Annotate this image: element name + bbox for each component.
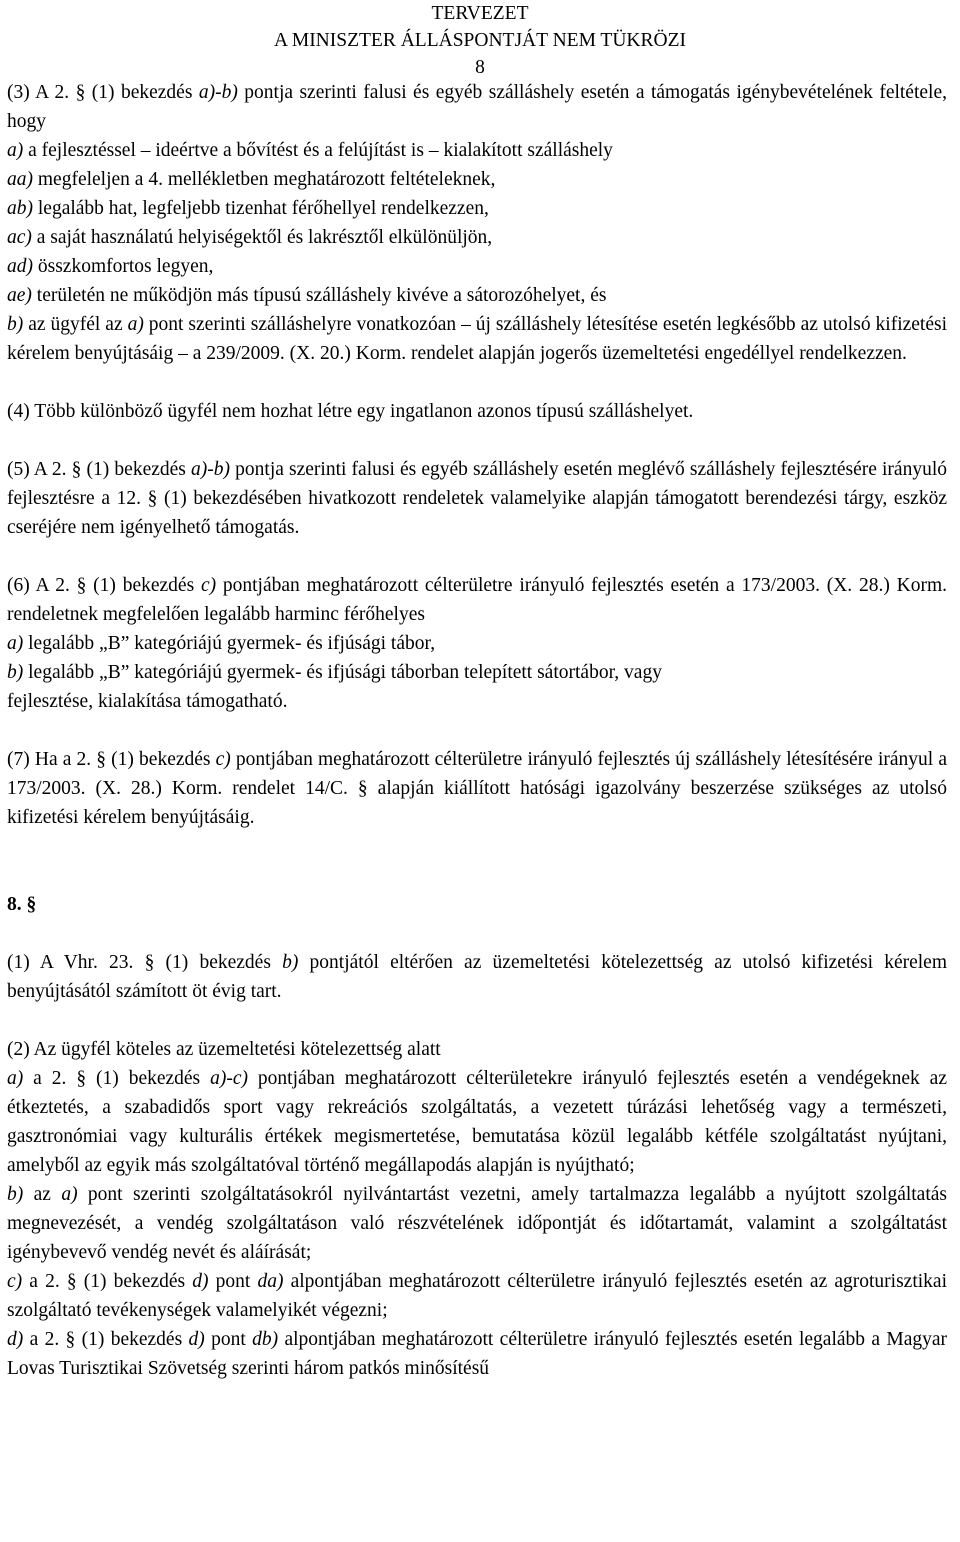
section-heading: 8. §: [7, 894, 37, 915]
paragraph-6-item-b: b) legalább „B” kategóriájú gyermek- és ifjúsági táborban telepített sátortábor, vagy: [7, 662, 662, 683]
paragraph-3-intro: (3) A 2. § (1) bekezdés a)-b) pontja szerinti falusi és egyéb szálláshely esetén a támogatás igénybevételének feltétele, hogy: [7, 82, 947, 132]
section-8-paragraph-1: (1) A Vhr. 23. § (1) bekezdés b) pontjától eltérően az üzemeltetési kötelezettség az utolsó kifizetési kérelem benyújtásától számított öt évig tart.: [7, 952, 947, 1002]
paragraph-3-item-b: b) az ügyfél az a) pont szerinti szálláshelyre vonatkozóan – új szálláshely létesítése esetén legkésőbb az utolsó kifizetési kérelem benyújtásáig – a 239/2009. (X. 20.) Korm. rendelet alapján jogerős üzemeltetési engedéllyel rendelkezzen.: [7, 314, 948, 364]
section-8-paragraph-2-item-b: b) az a) pont szerinti szolgáltatásokról nyilvántartást vezetni, amely tartalmazza legalább a nyújtott szolgáltatás megnevezését, a vendég szolgáltatáson való részvételének időpontját és időtartamát, valamint a szolgáltatást igénybevevő vendég nevét és aláírását;: [7, 1184, 948, 1263]
paragraph-3-item-ab: ab) legalább hat, legfeljebb tizenhat férőhellyel rendelkezzen,: [7, 198, 489, 219]
paragraph-5: (5) A 2. § (1) bekezdés a)-b) pontja szerinti falusi és egyéb szálláshely esetén meglévő szálláshely fejlesztésére irányuló fejlesztésre a 12. § (1) bekezdésében hivatkozott rendeletek valamelyike alapján támogatott berendezési tárgy, eszköz cseréjére nem igényelhető támogatás.: [7, 459, 948, 538]
paragraph-3-item-ad: ad) összkomfortos legyen,: [7, 256, 214, 277]
paragraph-3-item-ac: ac) a saját használatú helyiségektől és lakrésztől elkülönüljön,: [7, 227, 493, 248]
paragraph-3-item-ae: ae) területén ne működjön más típusú szálláshely kivéve a sátorozóhelyet, és: [7, 285, 607, 306]
section-8-paragraph-2-item-c: c) a 2. § (1) bekezdés d) pont da) alpontjában meghatározott célterületre irányuló fejlesztés esetén az agroturisztikai szolgáltató tevékenységek valamelyikét végezni;: [7, 1271, 947, 1321]
page-header: [0, 0, 960, 81]
paragraph-6-tail: fejlesztése, kialakítása támogatható.: [7, 691, 288, 712]
section-8-paragraph-2-item-a: a) a 2. § (1) bekezdés a)-c) pontjában meghatározott célterületekre irányuló fejlesztés esetén a vendégeknek az étkeztetés, a szabadidős sport vagy rekreációs szolgáltatás, a vezetett túrázási lehetőség vagy a természeti, gasztronómiai vagy kulturális értékek megismertetése, bemutatása közül legalább kétféle szolgáltatást nyújtani, amelyből az egyik más szolgáltatóval történő megállapodás alapján is nyújtható;: [7, 1068, 947, 1176]
paragraph-3-item-aa: aa) megfeleljen a 4. mellékletben meghatározott feltételeknek,: [7, 169, 496, 190]
paragraph-6-intro: (6) A 2. § (1) bekezdés c) pontjában meghatározott célterületre irányuló fejlesztés esetén a 173/2003. (X. 28.) Korm. rendeletnek megfelelően legalább harminc férőhelyes: [7, 575, 947, 625]
document-body: [7, 78, 947, 1383]
section-8-paragraph-2-intro: (2) Az ügyfél köteles az üzemeltetési kötelezettség alatt: [7, 1039, 441, 1060]
section-8-paragraph-2-item-d: d) a 2. § (1) bekezdés d) pont db) alpontjában meghatározott célterületre irányuló fejlesztés esetén legalább a Magyar Lovas Turisztikai Szövetség szerinti három patkós minősítésű: [7, 1329, 947, 1379]
paragraph-3-item-a: a) a fejlesztéssel – ideértve a bővítést és a felújítást is – kialakított szálláshely: [7, 140, 613, 161]
paragraph-4: (4) Több különböző ügyfél nem hozhat létre egy ingatlanon azonos típusú szálláshelyet.: [7, 401, 694, 422]
draft-label: TERVEZET: [431, 3, 529, 24]
page-number: 8: [475, 57, 485, 78]
disclaimer-label: A MINISZTER ÁLLÁSPONTJÁT NEM TÜKRÖZI: [273, 30, 687, 51]
paragraph-6-item-a: a) legalább „B” kategóriájú gyermek- és ifjúsági tábor,: [7, 633, 436, 654]
paragraph-7: (7) Ha a 2. § (1) bekezdés c) pontjában meghatározott célterületre irányuló fejlesztés új szálláshely létesítésére irányul a 173/2003. (X. 28.) Korm. rendelet 14/C. § alapján kiállított hatósági igazolvány beszerzése szükséges az utolsó kifizetési kérelem benyújtásáig.: [7, 749, 947, 828]
